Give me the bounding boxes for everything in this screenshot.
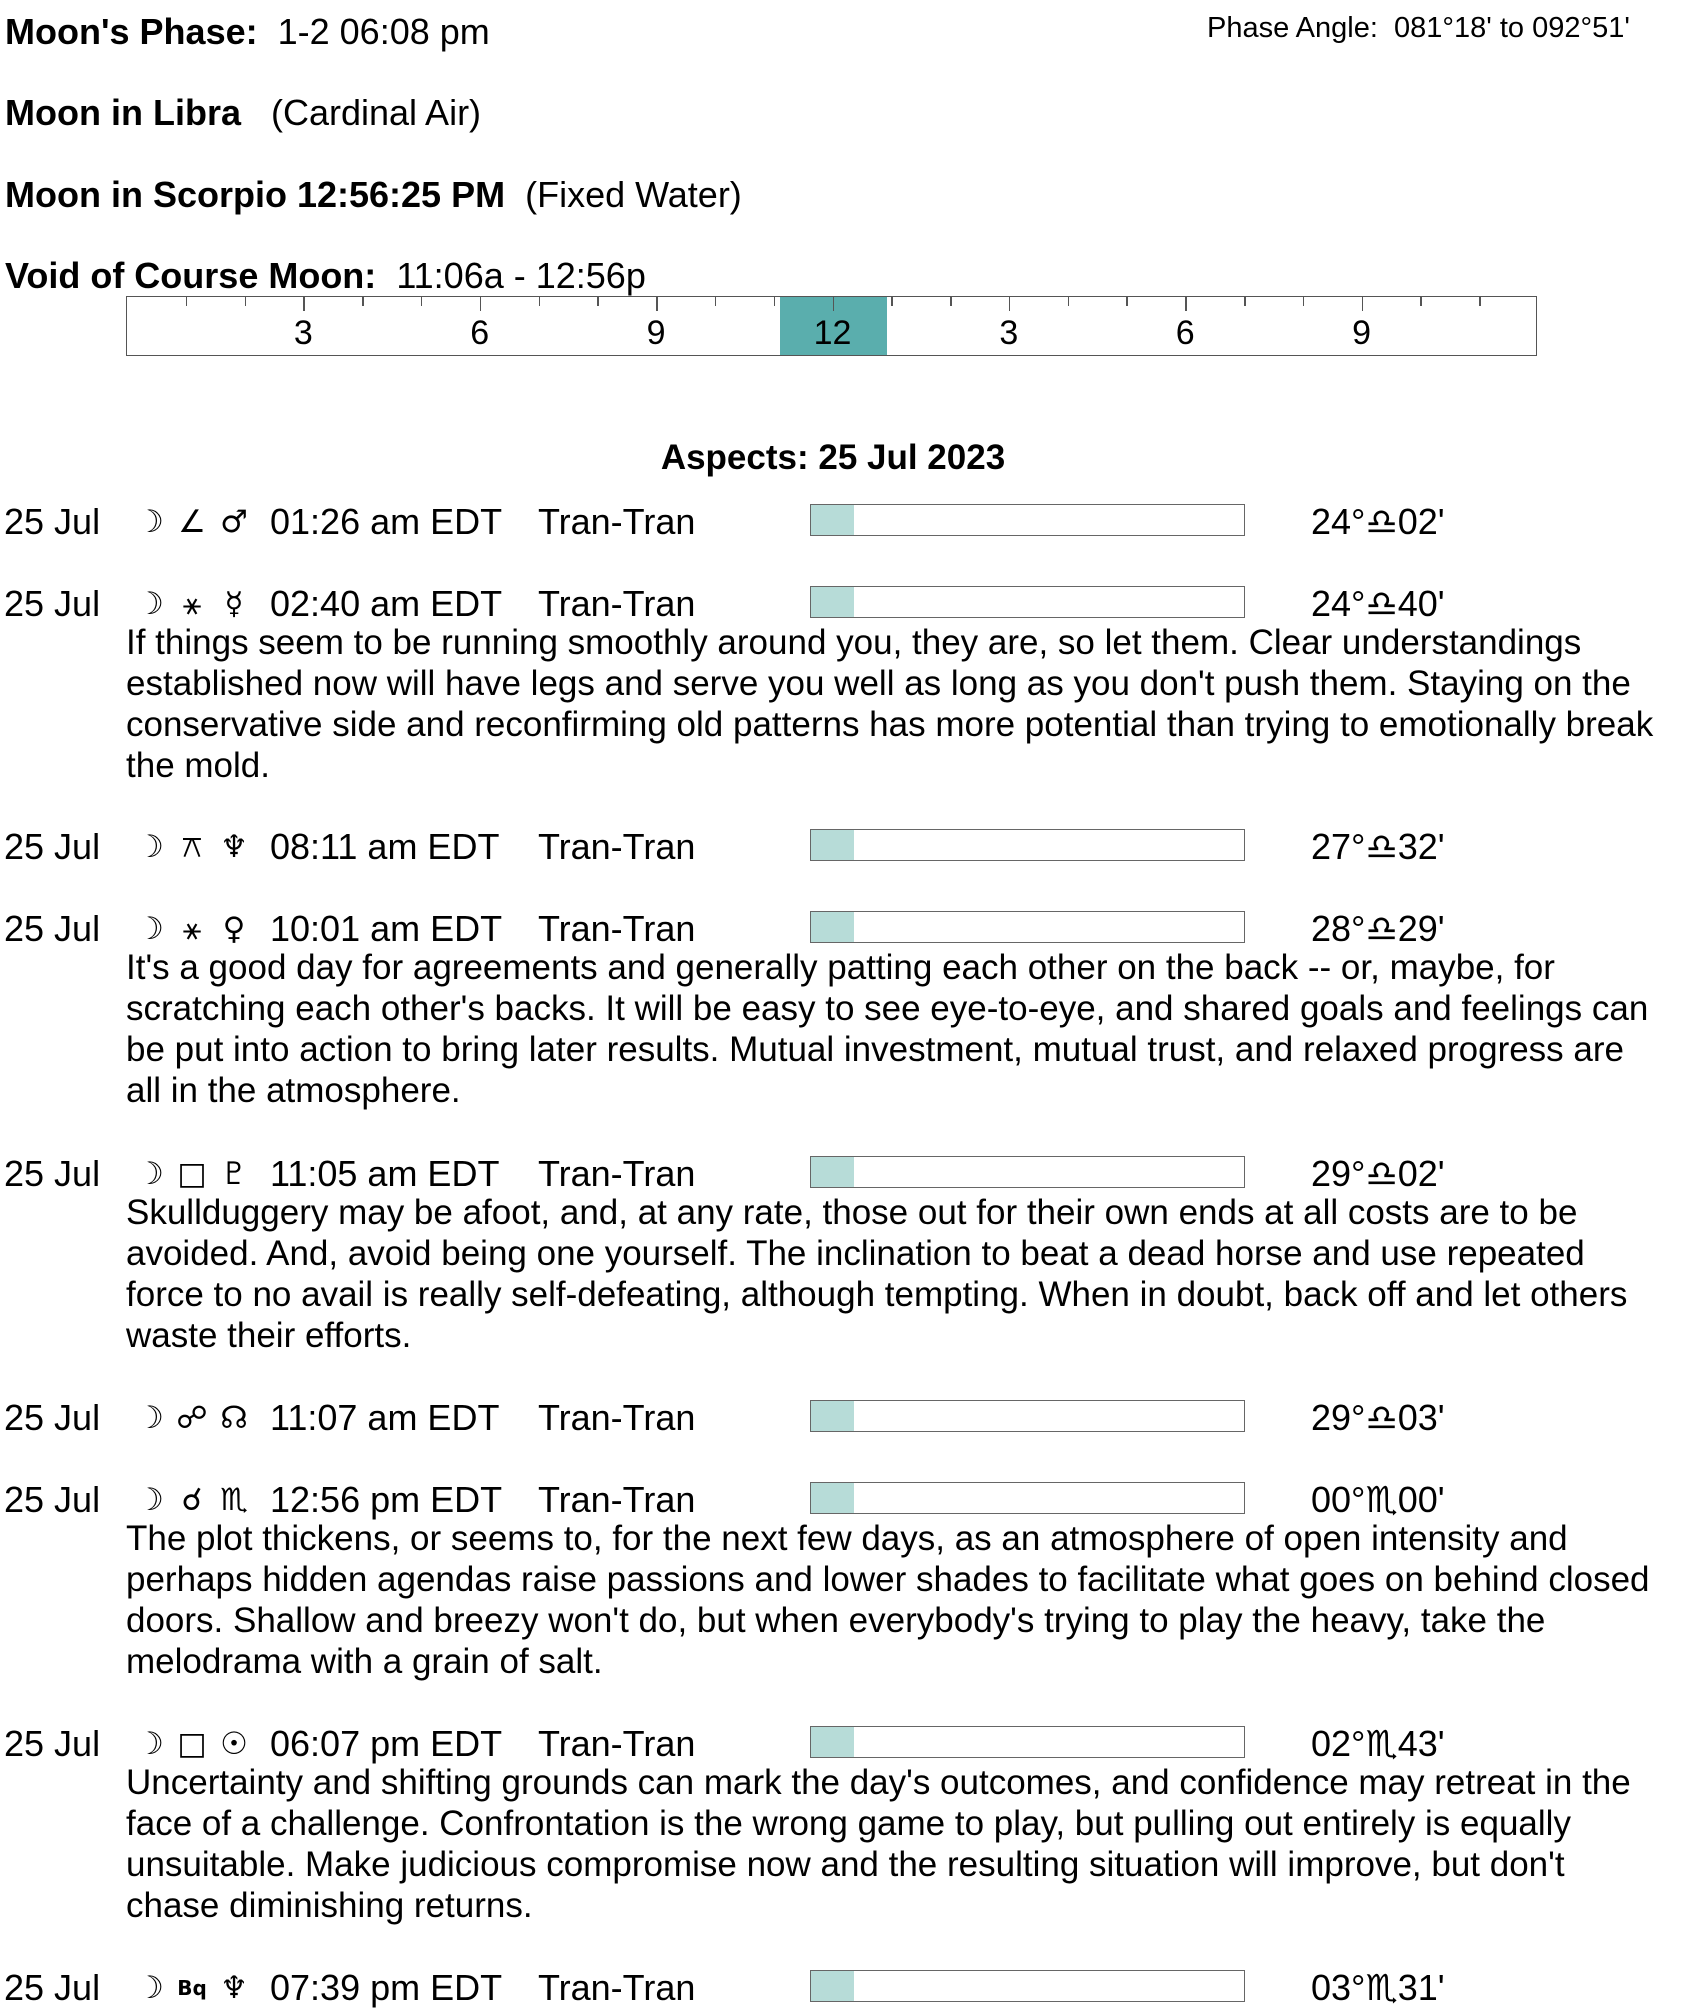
- timeline-tick: [1244, 297, 1246, 306]
- moon-icon: ☽: [136, 1482, 164, 1518]
- timeline-tick: [421, 297, 423, 306]
- timeline-tick: [950, 297, 952, 306]
- timeline-tick: [656, 297, 658, 311]
- strength-bar: [810, 504, 1245, 536]
- conjunction-icon: ☌: [181, 1482, 203, 1518]
- aspect-date: 25 Jul: [4, 1479, 101, 1520]
- voc-label: Void of Course Moon:: [5, 255, 377, 296]
- aspect-date: 25 Jul: [4, 501, 101, 542]
- timeline-tick: [539, 297, 541, 306]
- aspect-time: 02:40 am EDT: [270, 583, 503, 624]
- aspect-type: Tran-Tran: [538, 583, 696, 624]
- aspect-date: 25 Jul: [4, 1967, 101, 2008]
- aspect-date: 25 Jul: [4, 1723, 101, 1764]
- timeline-tick: [1479, 297, 1481, 306]
- aspect-glyphs: [134, 1722, 250, 1766]
- aspect-glyphs: [134, 582, 250, 626]
- aspect-glyphs: [134, 1966, 250, 2010]
- timeline-tick: [245, 297, 247, 306]
- aspect-type: Tran-Tran: [538, 1967, 696, 2008]
- moon-icon: ☽: [136, 829, 164, 865]
- moon-icon: ☽: [136, 1726, 164, 1762]
- moon-icon: ☽: [136, 1156, 164, 1192]
- timeline-tick: [891, 297, 893, 306]
- mercury-icon: ☿: [224, 586, 244, 622]
- timeline-tick: [362, 297, 364, 306]
- aspect-glyphs: [134, 825, 250, 869]
- aspect-time: 11:05 am EDT: [270, 1153, 500, 1194]
- aspect-type: Tran-Tran: [538, 908, 696, 949]
- aspect-description: It's a good day for agreements and generally patting each other on the back -- or, maybe, for scratching each other's backs. It will be easy to see eye-to-eye, and shared goals and feelings can be put into action to bring later results. Mutual investment, mutual trust, and relaxed progress are all in the atmosphere.: [126, 948, 1649, 1110]
- pluto-icon: ♇: [220, 1156, 248, 1192]
- aspect-date: 25 Jul: [4, 826, 101, 867]
- timeline-tick: [186, 297, 188, 306]
- strength-bar: [810, 586, 1245, 618]
- timeline-label: 9: [1352, 314, 1372, 352]
- timeline-tick: [1068, 297, 1070, 306]
- aspect-position: 27°♎32': [1311, 826, 1445, 867]
- aspect-position: 02°♏43': [1311, 1723, 1445, 1764]
- aspect-position: 03°♏31': [1311, 1967, 1445, 2008]
- strength-bar-fill: [811, 505, 854, 535]
- aspect-glyphs: [134, 500, 250, 544]
- aspect-description: If things seem to be running smoothly around you, they are, so let them. Clear understandings established now will have legs and serve you well as long as you don't push them. Staying on the conservative side and reconfirming old patterns has more potential than trying to emotionally break the mold.: [126, 623, 1654, 785]
- aspect-time: 01:26 am EDT: [270, 501, 503, 542]
- timeline-tick: [1303, 297, 1305, 306]
- timeline-tick: [715, 297, 717, 306]
- timeline-label: 6: [1175, 314, 1195, 352]
- strength-bar-fill: [811, 587, 854, 617]
- aspect-description: Uncertainty and shifting grounds can mark the day's outcomes, and confidence may retreat in the face of a challenge. Confrontation is the wrong game to play, but pulling out entirely is equally unsuitable. Make judicious compromise now and the resulting situation will improve, but don't chase diminishing returns.: [126, 1763, 1631, 1925]
- aspect-time: 07:39 pm EDT: [270, 1967, 503, 2008]
- phase-angle-value: 081°18' to 092°51': [1394, 12, 1630, 44]
- strength-bar: [810, 1400, 1245, 1432]
- strength-bar-fill: [811, 1401, 854, 1431]
- sun-icon: ☉: [220, 1726, 248, 1762]
- moon-icon: ☽: [136, 911, 164, 947]
- aspect-date: 25 Jul: [4, 583, 101, 624]
- strength-bar: [810, 829, 1245, 861]
- moon-icon: ☽: [136, 504, 164, 540]
- neptune-icon: ♆: [220, 829, 248, 865]
- strength-bar: [810, 1970, 1245, 2002]
- aspect-description: The plot thickens, or seems to, for the next few days, as an atmosphere of open intensity and perhaps hidden agendas raise passions and lower shades to facilitate what goes on behind closed doors. Shallow and breezy won't do, but when everybody's trying to play the heavy, take the melodrama with a grain of salt.: [126, 1519, 1650, 1681]
- strength-bar: [810, 911, 1245, 943]
- sign2-label: Moon in Scorpio 12:56:25 PM: [5, 174, 506, 215]
- aspect-type: Tran-Tran: [538, 826, 696, 867]
- strength-bar-fill: [811, 830, 854, 860]
- aspect-date: 25 Jul: [4, 908, 101, 949]
- moon-sign-scorpio: [5, 173, 742, 217]
- quincunx-icon: ⚻: [181, 829, 203, 865]
- voc-value: 11:06a - 12:56p: [396, 255, 646, 296]
- aspect-type: Tran-Tran: [538, 1153, 696, 1194]
- timeline-tick: [1185, 297, 1187, 311]
- north-node-icon: ☊: [220, 1400, 248, 1436]
- scorpio-icon: ♏: [220, 1482, 248, 1518]
- aspect-type: Tran-Tran: [538, 1397, 696, 1438]
- aspect-glyphs: [134, 907, 250, 951]
- aspects-title: Aspects: 25 Jul 2023: [660, 438, 1006, 477]
- timeline-tick: [833, 297, 835, 311]
- phase-label: Moon's Phase:: [5, 11, 258, 52]
- venus-icon: ♀: [222, 911, 246, 947]
- aspect-position: 24°♎02': [1311, 501, 1445, 542]
- sign1-element: (Cardinal Air): [270, 92, 482, 133]
- aspect-date: 25 Jul: [4, 1153, 101, 1194]
- timeline-label: 3: [999, 314, 1019, 352]
- sign1-label: Moon in Libra: [5, 92, 241, 133]
- timeline-label: 12: [813, 314, 852, 352]
- aspect-position: 29°♎03': [1311, 1397, 1445, 1438]
- moon-icon: ☽: [136, 1400, 164, 1436]
- timeline-tick: [597, 297, 599, 306]
- moon-sign-libra: [5, 91, 481, 135]
- moon-phase-line: [5, 10, 490, 54]
- timeline-tick: [1420, 297, 1422, 306]
- void-timeline: [126, 296, 1537, 356]
- strength-bar-fill: [811, 912, 854, 942]
- timeline-tick: [774, 297, 776, 306]
- aspect-position: 24°♎40': [1311, 583, 1445, 624]
- moon-icon: ☽: [136, 1970, 164, 2006]
- timeline-tick: [480, 297, 482, 311]
- aspect-type: Tran-Tran: [538, 1723, 696, 1764]
- aspect-time: 11:07 am EDT: [270, 1397, 500, 1438]
- moon-icon: ☽: [136, 586, 164, 622]
- aspect-type: Tran-Tran: [538, 1479, 696, 1520]
- neptune-icon: ♆: [220, 1970, 248, 2006]
- square-icon: □: [177, 1726, 207, 1762]
- aspect-time: 12:56 pm EDT: [270, 1479, 503, 1520]
- void-of-course: [5, 254, 646, 298]
- strength-bar-fill: [811, 1483, 854, 1513]
- aspect-date: 25 Jul: [4, 1397, 101, 1438]
- aspect-description: Skullduggery may be afoot, and, at any rate, those out for their own ends at all costs are to be avoided. And, avoid being one yourself. The inclination to beat a dead horse and use repeated force to no avail is really self-defeating, although tempting. When in doubt, back off and let others waste their efforts.: [126, 1193, 1628, 1355]
- opposition-icon: ☍: [176, 1400, 208, 1436]
- timeline-label: 3: [293, 314, 313, 352]
- mars-icon: ♂: [220, 504, 248, 540]
- timeline-tick: [1126, 297, 1128, 306]
- square-icon: □: [177, 1156, 207, 1192]
- aspect-position: 28°♎29': [1311, 908, 1445, 949]
- aspect-glyphs: [134, 1396, 250, 1440]
- aspect-glyphs: [134, 1152, 250, 1196]
- sextile-icon: ⚹: [182, 911, 202, 947]
- timeline-tick: [303, 297, 305, 311]
- timeline-label: 6: [470, 314, 490, 352]
- phase-angle-label: Phase Angle:: [1207, 12, 1378, 44]
- sign2-element: (Fixed Water): [525, 174, 742, 215]
- sextile-icon: ⚹: [182, 586, 202, 622]
- aspect-position: 29°♎02': [1311, 1153, 1445, 1194]
- strength-bar: [810, 1482, 1245, 1514]
- timeline-label: 9: [646, 314, 666, 352]
- aspect-time: 08:11 am EDT: [270, 826, 500, 867]
- semi-square-icon: ∠: [178, 504, 206, 540]
- strength-bar: [810, 1726, 1245, 1758]
- phase-value: 1-2 06:08 pm: [277, 11, 490, 52]
- timeline-tick: [1362, 297, 1364, 311]
- aspect-glyphs: [134, 1478, 250, 1522]
- biquintile-icon: Bq: [177, 1976, 207, 2000]
- aspect-time: 10:01 am EDT: [270, 908, 503, 949]
- aspect-type: Tran-Tran: [538, 501, 696, 542]
- aspect-position: 00°♏00': [1311, 1479, 1445, 1520]
- strength-bar-fill: [811, 1157, 854, 1187]
- strength-bar: [810, 1156, 1245, 1188]
- strength-bar-fill: [811, 1971, 854, 2001]
- strength-bar-fill: [811, 1727, 854, 1757]
- phase-angle: [1207, 12, 1630, 45]
- timeline-tick: [1009, 297, 1011, 311]
- aspect-time: 06:07 pm EDT: [270, 1723, 503, 1764]
